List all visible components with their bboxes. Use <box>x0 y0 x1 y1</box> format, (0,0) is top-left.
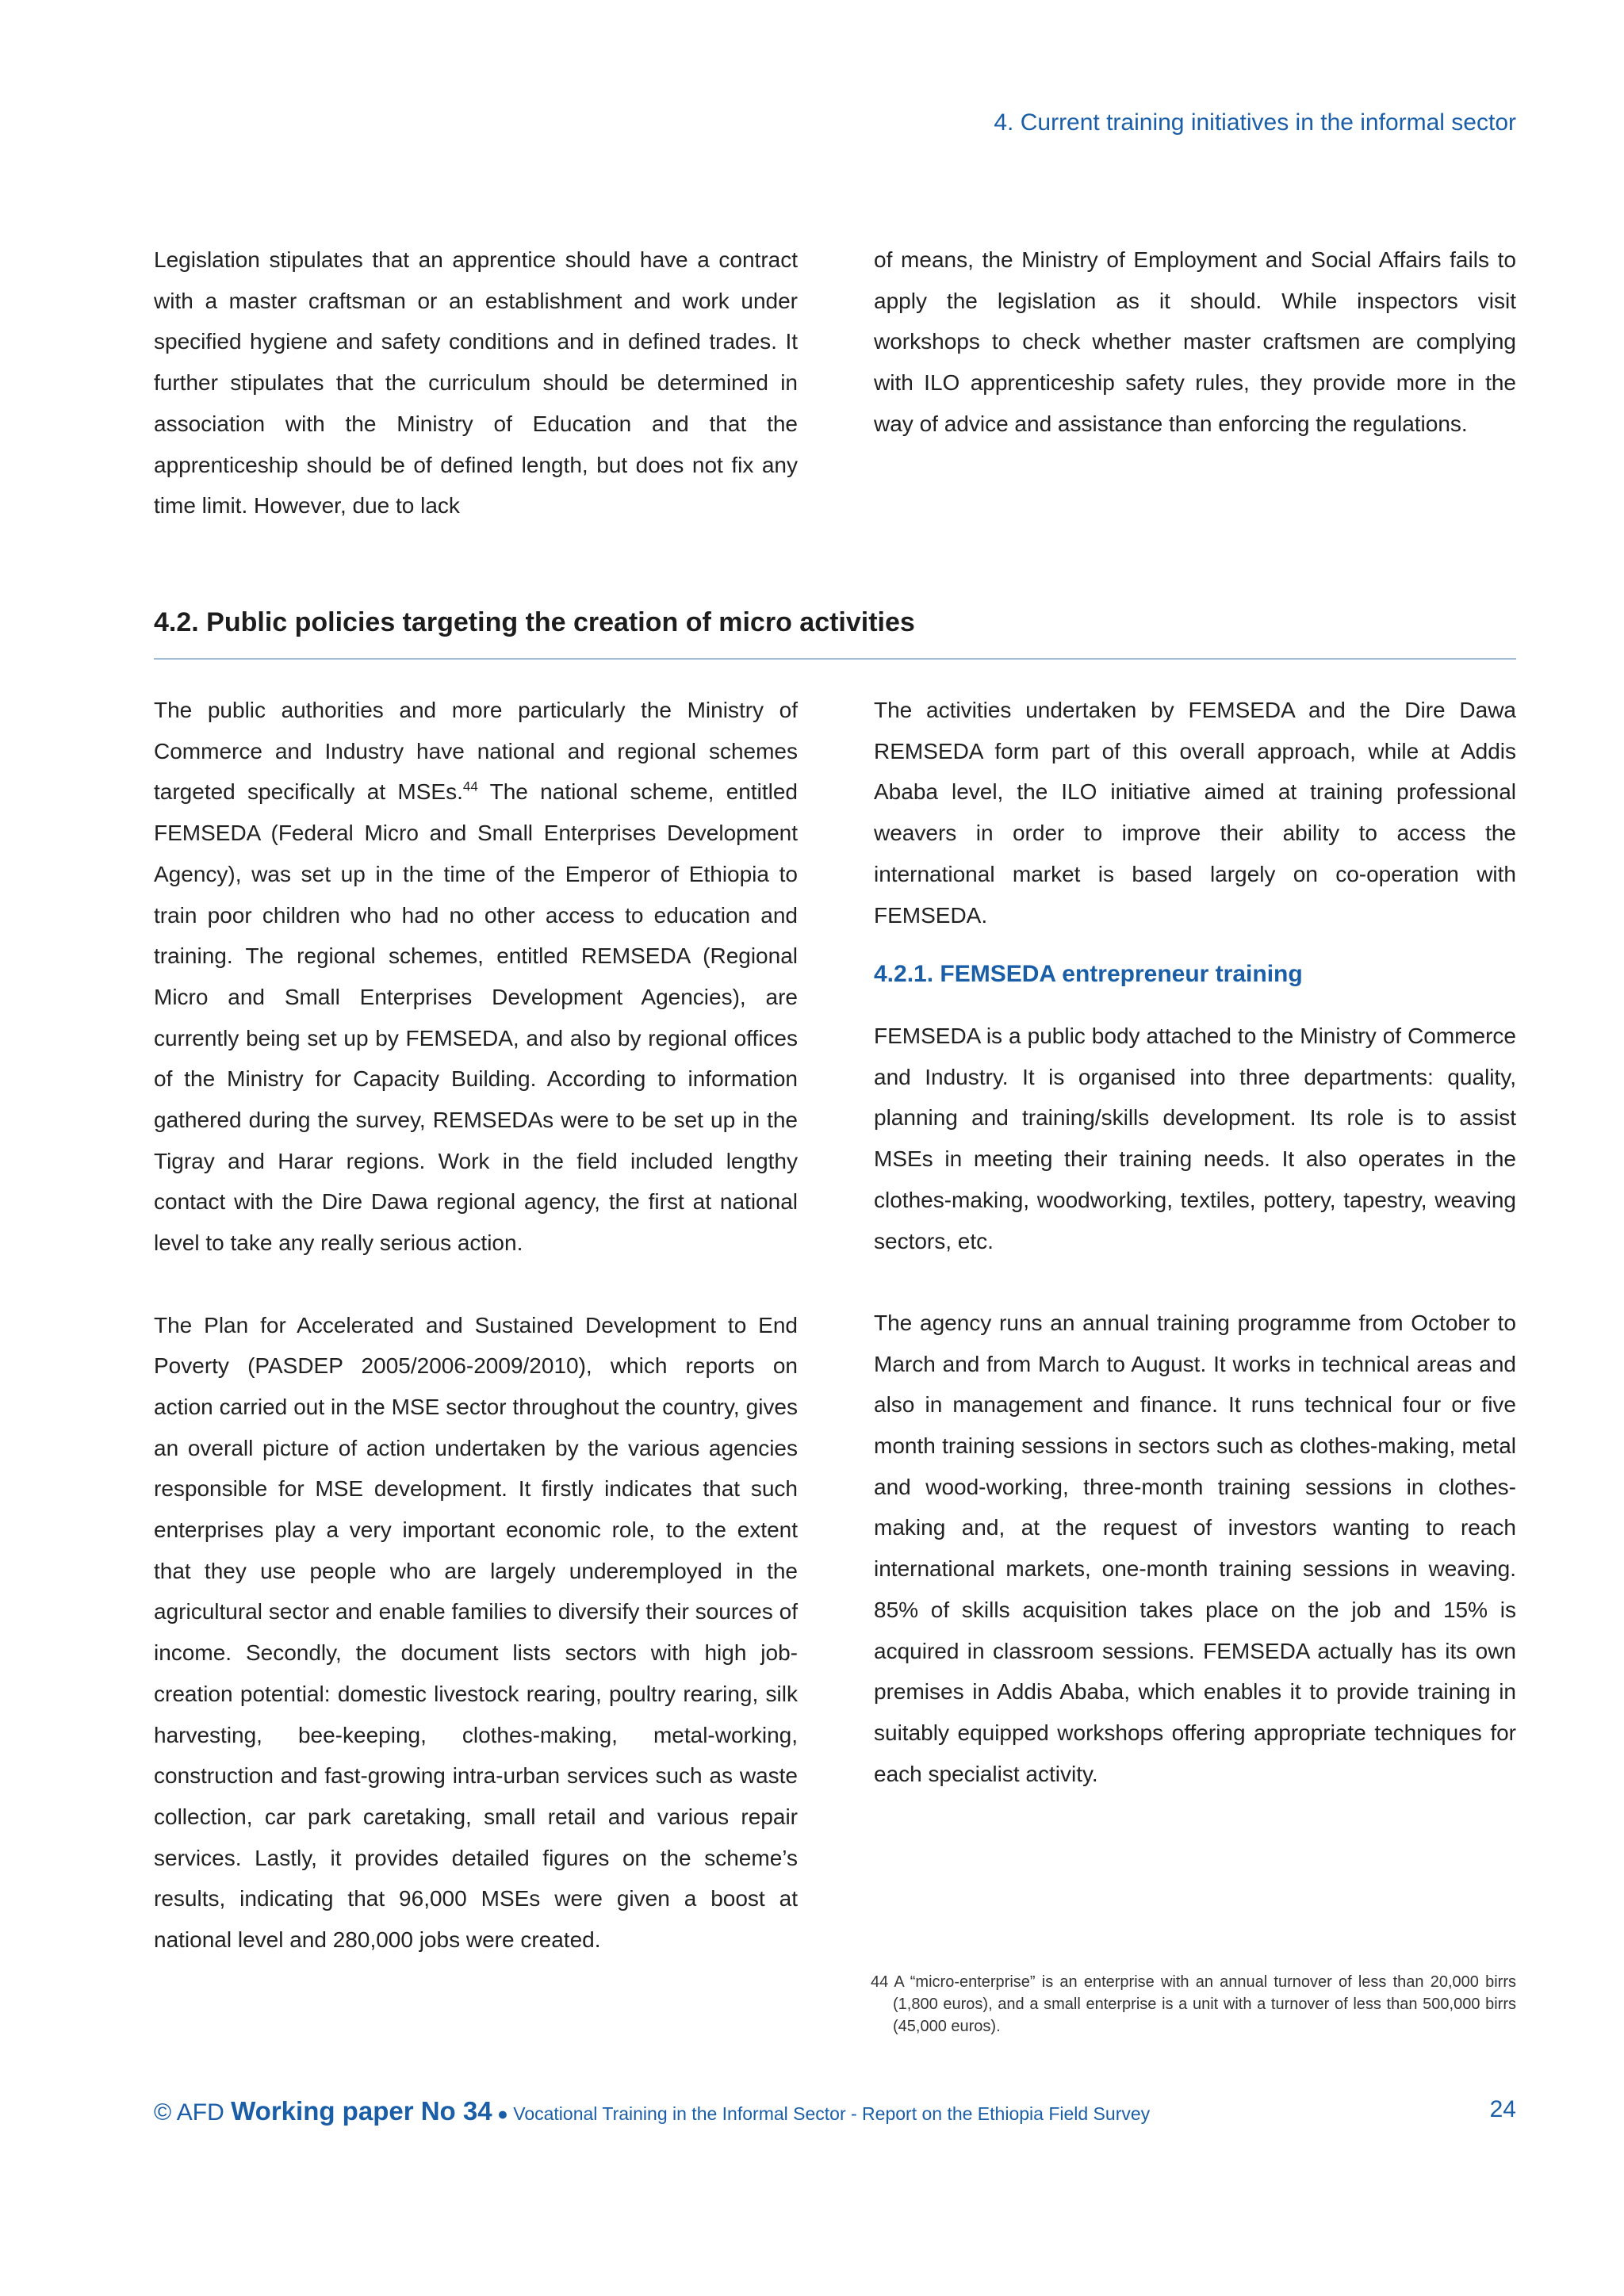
bullet-separator: ● <box>492 2103 514 2124</box>
copyright: © AFD <box>154 2099 232 2126</box>
report-title: Vocational Training in the Informal Sector - Report on the Ethiopia Field Survey <box>513 2103 1151 2124</box>
section-left-column <box>154 690 798 1961</box>
section-heading: 4.2. Public policies targeting the creation of micro activities <box>154 607 915 637</box>
section-right-column-bottom <box>874 1016 1516 1794</box>
paragraph: The activities undertaken by FEMSEDA and the Dire Dawa REMSEDA form part of this overall approach, while at Addis Ababa level, the ILO initiative aimed at training professional weavers in order to improve their ability to access the international market is based largely on co-operation with FEMSEDA. <box>874 698 1516 928</box>
series-title: Working paper No 34 <box>231 2096 492 2126</box>
page-number: 24 <box>1489 2096 1516 2122</box>
paragraph: The agency runs an annual training programme from October to March and from March to August. It works in technical areas and also in management and finance. It runs technical four or five month training sessions in sectors such as clothes-making, metal and wood-working, three-month training sessions in clothes-making and, at the request of investors wanting to reach international markets, one-month training sessions in weaving. 85% of skills acquisition takes place on the job and 15% is acquired in classroom sessions. FEMSEDA actually has its own premises in Addis Ababa, which enables it to provide training in suitably equipped workshops offering appropriate techniques for each specialist activity. <box>874 1310 1516 1786</box>
section-right-column-top <box>874 690 1516 936</box>
paragraph: FEMSEDA is a public body attached to the Ministry of Commerce and Industry. It is organised into three departments: quality, planning and training/skills development. Its role is to assist MSEs in meeting their training needs. It also operates in the clothes-making, woodworking, textiles, pottery, tapestry, weaving sectors, etc. <box>874 1024 1516 1253</box>
intro-right-column <box>874 239 1516 445</box>
running-head: 4. Current training initiatives in the informal sector <box>994 109 1516 136</box>
page-footer <box>154 2096 1150 2126</box>
paragraph: Legislation stipulates that an apprentice should have a contract with a master craftsman or an establishment and work under specified hygiene and safety conditions and in defined trades. It further stipulates that the curriculum should be determined in association with the Ministry of Education and that the apprenticeship should be of defined length, but does not fix any time limit. However, due to lack <box>154 247 798 519</box>
subsection-heading: 4.2.1. FEMSEDA entrepreneur training <box>874 961 1303 987</box>
paragraph <box>154 690 798 1264</box>
paragraph-text: The national scheme, entitled FEMSEDA (Federal Micro and Small Enterprises Development Agency), was set up in the time of the Emperor of Ethiopia to train poor children who had no other access to education and training. The regional schemes, entitled REMSEDA (Regional Micro and Small Enterprises Development Agencies), are currently being set up by FEMSEDA, and also by regional offices of the Ministry for Capacity Building. According to information gathered during the survey, REMSEDAs were to be set up in the Tigray and Harar regions. Work in the field included lengthy contact with the Dire Dawa regional agency, the first at national level to take any really serious action. <box>154 779 798 1256</box>
paragraph-text: The public authorities and more particularly the Ministry of Commerce and Industry have national and regional schemes targeted specifically at MSEs. <box>154 698 798 805</box>
footnote-text: 44 A “micro-enterprise” is an enterprise with an annual turnover of less than 20,000 birrs (1,800 euros), and a small enterprise is a unit with a turnover of less than 500,000 birrs (45,000 euros). <box>871 1973 1516 2035</box>
paragraph: of means, the Ministry of Employment and Social Affairs fails to apply the legislation as it should. While inspectors visit workshops to check whether master craftsmen are complying with ILO apprenticeship safety rules, they provide more in the way of advice and assistance than enforcing the regulations. <box>874 247 1516 436</box>
intro-left-column <box>154 239 798 526</box>
paragraph: The Plan for Accelerated and Sustained Development to End Poverty (PASDEP 2005/2006-2009/2010), which reports on action carried out in the MSE sector throughout the country, gives an overall picture of action undertaken by the various agencies responsible for MSE development. It firstly indicates that such enterprises play a very important economic role, to the extent that they use people who are largely underemployed in the agricultural sector and enable families to diversify their sources of income. Secondly, the document lists sectors with high job-creation potential: domestic livestock rearing, poultry rearing, silk harvesting, bee-keeping, clothes-making, metal-working, construction and fast-growing intra-urban services such as waste collection, car park caretaking, small retail and various repair services. Lastly, it provides detailed figures on the scheme’s results, indicating that 96,000 MSEs were given a boost at national level and 280,000 jobs were created. <box>154 1312 798 1953</box>
section-divider <box>154 658 1516 660</box>
footnote <box>871 1971 1516 2038</box>
footnote-ref[interactable]: 44 <box>462 779 478 795</box>
